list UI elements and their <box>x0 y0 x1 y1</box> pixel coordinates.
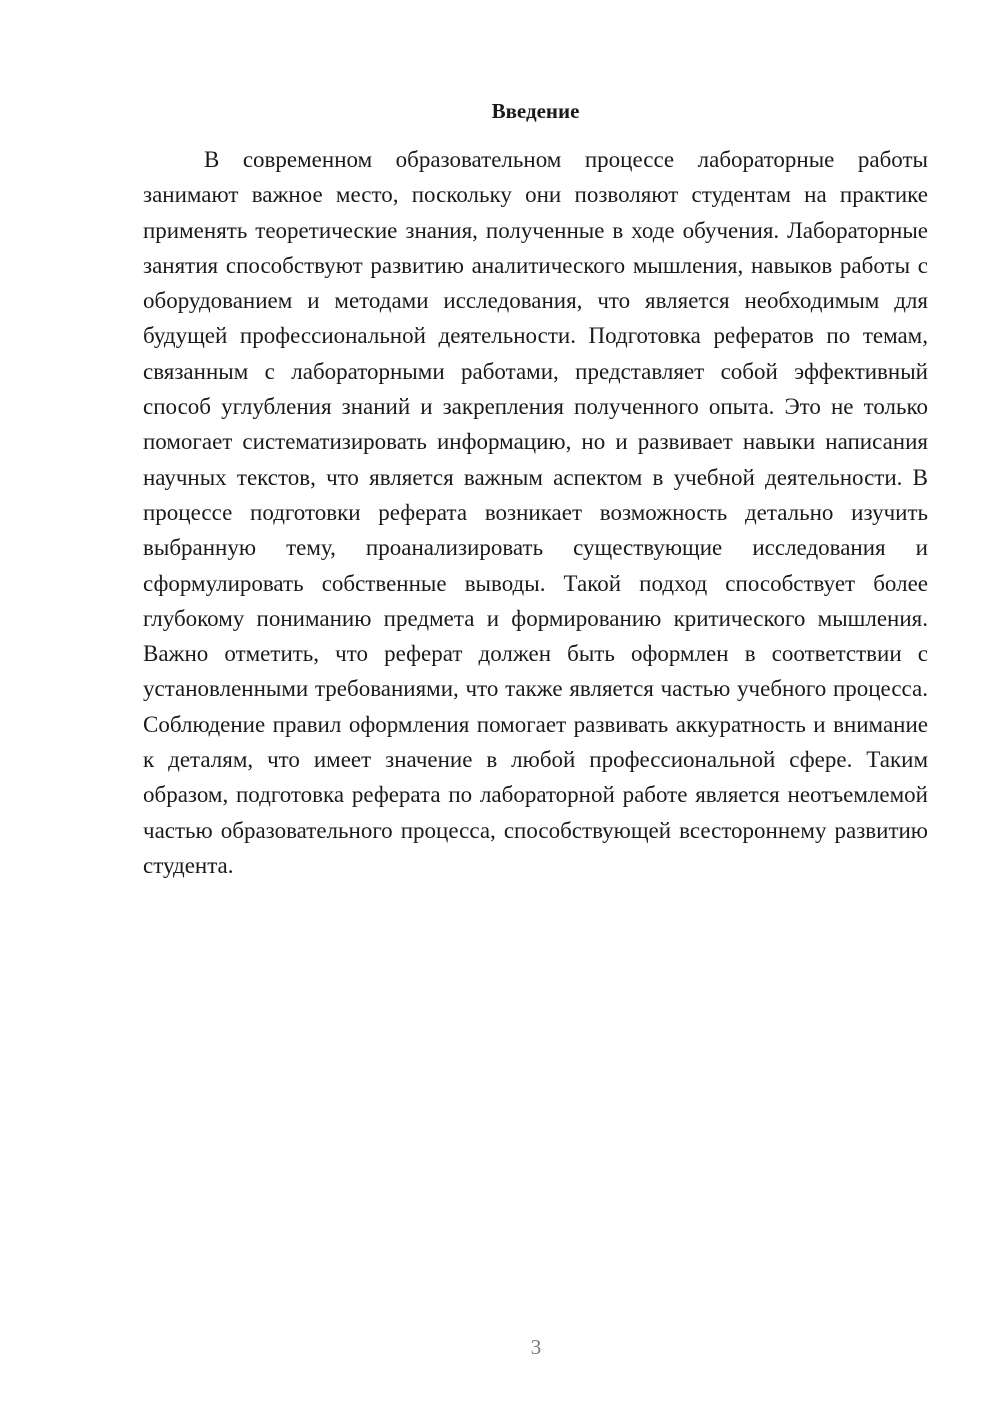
body-paragraph: В современном образовательном процессе лабораторные работы занимают важное место, поскольку они позволяют студентам на практике применять теоретические знания, полученные в ходе обучения. Лабораторные занятия способствуют развитию аналитического мышления, навыков работы с оборудованием и методами исследования, что является необходимым для будущей профессиональной деятельности. Подготовка рефератов по темам, связанным с лабораторными работами, представляет собой эффективный способ углубления знаний и закрепления полученного опыта. Это не только помогает систематизировать информацию, но и развивает навыки написания научных текстов, что является важным аспектом в учебной деятельности. В процессе подготовки реферата возникает возможность детально изучить выбранную тему, проанализировать существующие исследования и сформулировать собственные выводы. Такой подход способствует более глубокому пониманию предмета и формированию критического мышления. Важно отметить, что реферат должен быть оформлен в соответствии с установленными требованиями, что также является частью учебного процесса. Соблюдение правил оформления помогает развивать аккуратность и внимание к деталям, что имеет значение в любой профессиональной сфере. Таким образом, подготовка реферата по лабораторной работе является неотъемлемой частью образовательного процесса, способствующей всестороннему развитию студента. <box>143 147 928 878</box>
page-number: 3 <box>530 1335 542 1359</box>
section-heading: Введение <box>491 99 580 123</box>
